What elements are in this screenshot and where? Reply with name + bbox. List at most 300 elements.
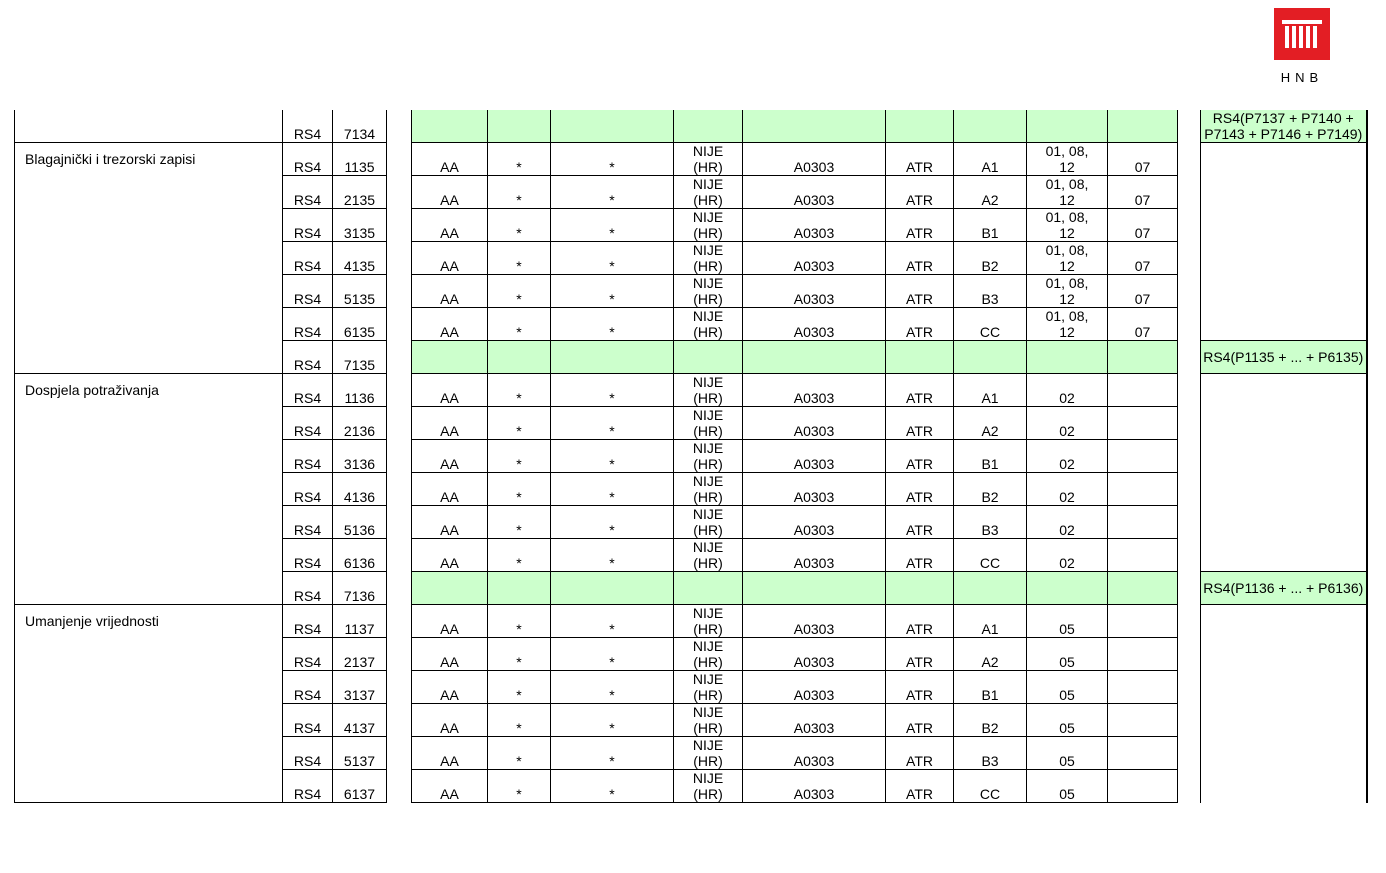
- data-cell-c9: 07: [1108, 176, 1178, 209]
- gap-cell: [1178, 374, 1201, 407]
- data-cell-c6: ATR: [886, 473, 954, 506]
- formula-empty: [1201, 473, 1367, 506]
- hnb-logo-icon: [1274, 8, 1330, 60]
- data-cell-c2: *: [488, 605, 551, 638]
- data-cell-c7: CC: [954, 308, 1027, 341]
- data-cell-c3: [551, 572, 674, 605]
- data-cell-c3: *: [551, 704, 674, 737]
- gap-cell: [387, 506, 412, 539]
- row-formula: RS4(P1135 + ... + P6135): [1201, 341, 1367, 374]
- data-cell-c4: NIJE (HR): [674, 539, 743, 572]
- data-cell-c4: NIJE (HR): [674, 143, 743, 176]
- data-cell-c7: A1: [954, 374, 1027, 407]
- row-rs: RS4: [283, 407, 333, 440]
- data-cell-c6: ATR: [886, 704, 954, 737]
- gap-cell: [387, 539, 412, 572]
- data-cell-c5: A0303: [743, 638, 886, 671]
- data-cell-c3: *: [551, 473, 674, 506]
- data-cell-c6: ATR: [886, 242, 954, 275]
- data-cell-c4: NIJE (HR): [674, 440, 743, 473]
- gap-cell: [1178, 638, 1201, 671]
- data-cell-c3: *: [551, 605, 674, 638]
- table-row: [15, 605, 1367, 638]
- data-cell-c6: ATR: [886, 440, 954, 473]
- data-cell-c1: AA: [412, 242, 488, 275]
- data-cell-c9: [1108, 374, 1178, 407]
- data-cell-c5: A0303: [743, 308, 886, 341]
- row-label: [15, 209, 283, 242]
- row-code: 1136: [333, 374, 387, 407]
- row-rs: RS4: [283, 473, 333, 506]
- row-code: 3135: [333, 209, 387, 242]
- data-cell-c3: *: [551, 737, 674, 770]
- row-code: 4135: [333, 242, 387, 275]
- data-cell-c5: A0303: [743, 440, 886, 473]
- gap-cell: [1178, 341, 1201, 374]
- data-cell-c2: *: [488, 638, 551, 671]
- data-cell-c9: [1108, 605, 1178, 638]
- gap-cell: [1178, 308, 1201, 341]
- data-cell-c3: *: [551, 143, 674, 176]
- row-rs: RS4: [283, 704, 333, 737]
- data-cell-c6: ATR: [886, 209, 954, 242]
- gap-cell: [1178, 671, 1201, 704]
- data-cell-c2: *: [488, 242, 551, 275]
- gap-cell: [1178, 572, 1201, 605]
- row-code: 6137: [333, 770, 387, 803]
- data-cell-c5: A0303: [743, 374, 886, 407]
- data-cell-c9: [1108, 671, 1178, 704]
- gap-cell: [1178, 110, 1201, 143]
- data-cell-c8: 01, 08, 12: [1027, 242, 1108, 275]
- data-cell-c4: NIJE (HR): [674, 242, 743, 275]
- data-cell-c3: *: [551, 242, 674, 275]
- data-cell-c3: *: [551, 539, 674, 572]
- gap-cell: [387, 407, 412, 440]
- formula-empty: [1201, 605, 1367, 638]
- table-row: [15, 737, 1367, 770]
- data-cell-c2: *: [488, 737, 551, 770]
- data-cell-c1: AA: [412, 440, 488, 473]
- formula-empty: [1201, 671, 1367, 704]
- gap-cell: [387, 671, 412, 704]
- data-cell-c8: 02: [1027, 473, 1108, 506]
- gap-cell: [1178, 473, 1201, 506]
- gap-cell: [1178, 539, 1201, 572]
- row-rs: RS4: [283, 242, 333, 275]
- data-cell-c1: AA: [412, 671, 488, 704]
- table-row: [15, 638, 1367, 671]
- data-cell-c9: [1108, 539, 1178, 572]
- data-cell-c8: [1027, 110, 1108, 143]
- row-code: 2135: [333, 176, 387, 209]
- data-cell-c1: AA: [412, 770, 488, 803]
- data-cell-c9: [1108, 704, 1178, 737]
- table-row: [15, 143, 1367, 176]
- gap-cell: [1178, 176, 1201, 209]
- data-cell-c2: [488, 341, 551, 374]
- gap-cell: [1178, 275, 1201, 308]
- data-cell-c6: ATR: [886, 638, 954, 671]
- row-code: 6135: [333, 308, 387, 341]
- data-cell-c6: ATR: [886, 176, 954, 209]
- row-code: 3136: [333, 440, 387, 473]
- data-cell-c4: NIJE (HR): [674, 671, 743, 704]
- row-formula: RS4(P1136 + ... + P6136): [1201, 572, 1367, 605]
- formula-empty: [1201, 704, 1367, 737]
- data-cell-c7: A1: [954, 605, 1027, 638]
- gap-cell: [1178, 704, 1201, 737]
- data-cell-c3: *: [551, 440, 674, 473]
- row-code: 4136: [333, 473, 387, 506]
- row-code: 5135: [333, 275, 387, 308]
- row-code: 4137: [333, 704, 387, 737]
- data-cell-c7: B3: [954, 506, 1027, 539]
- data-cell-c2: [488, 572, 551, 605]
- formula-empty: [1201, 176, 1367, 209]
- row-label: [15, 770, 283, 803]
- data-cell-c6: ATR: [886, 605, 954, 638]
- data-cell-c5: A0303: [743, 737, 886, 770]
- table-row: [15, 209, 1367, 242]
- row-label: [15, 110, 283, 143]
- data-cell-c6: ATR: [886, 770, 954, 803]
- gap-cell: [387, 605, 412, 638]
- row-rs: RS4: [283, 770, 333, 803]
- data-cell-c1: AA: [412, 704, 488, 737]
- data-cell-c2: *: [488, 704, 551, 737]
- data-cell-c5: A0303: [743, 407, 886, 440]
- data-cell-c5: A0303: [743, 209, 886, 242]
- data-cell-c1: AA: [412, 506, 488, 539]
- row-label: [15, 539, 283, 572]
- row-rs: RS4: [283, 737, 333, 770]
- row-label: [15, 407, 283, 440]
- data-cell-c3: *: [551, 176, 674, 209]
- data-cell-c2: *: [488, 407, 551, 440]
- data-cell-c3: *: [551, 506, 674, 539]
- data-cell-c5: A0303: [743, 176, 886, 209]
- formula-empty: [1201, 440, 1367, 473]
- data-cell-c5: A0303: [743, 143, 886, 176]
- data-cell-c6: ATR: [886, 275, 954, 308]
- gap-cell: [387, 770, 412, 803]
- data-cell-c9: 07: [1108, 209, 1178, 242]
- gap-cell: [1178, 143, 1201, 176]
- data-cell-c4: NIJE (HR): [674, 638, 743, 671]
- gap-cell: [387, 737, 412, 770]
- row-formula: RS4(P7137 + P7140 + P7143 + P7146 + P7149): [1201, 110, 1367, 143]
- data-cell-c9: [1108, 110, 1178, 143]
- data-cell-c7: [954, 341, 1027, 374]
- formula-empty: [1201, 242, 1367, 275]
- table-row: [15, 110, 1367, 143]
- data-cell-c3: *: [551, 209, 674, 242]
- row-label: [15, 737, 283, 770]
- data-cell-c5: A0303: [743, 506, 886, 539]
- hnb-logo: [1272, 8, 1332, 88]
- data-cell-c4: NIJE (HR): [674, 704, 743, 737]
- data-cell-c3: [551, 341, 674, 374]
- data-cell-c6: ATR: [886, 308, 954, 341]
- formula-empty: [1201, 374, 1367, 407]
- data-cell-c8: 01, 08, 12: [1027, 209, 1108, 242]
- gap-cell: [1178, 242, 1201, 275]
- data-cell-c5: [743, 341, 886, 374]
- data-cell-c7: A2: [954, 638, 1027, 671]
- row-label: Umanjenje vrijednosti: [15, 605, 283, 638]
- formula-empty: [1201, 275, 1367, 308]
- row-label: Blagajnički i trezorski zapisi: [15, 143, 283, 176]
- row-code: 2136: [333, 407, 387, 440]
- data-cell-c3: [551, 110, 674, 143]
- data-cell-c8: 05: [1027, 605, 1108, 638]
- data-cell-c4: NIJE (HR): [674, 605, 743, 638]
- table-row: [15, 539, 1367, 572]
- row-code: 3137: [333, 671, 387, 704]
- data-cell-c7: B2: [954, 704, 1027, 737]
- data-cell-c9: [1108, 341, 1178, 374]
- data-cell-c8: 02: [1027, 506, 1108, 539]
- row-code: 7134: [333, 110, 387, 143]
- formula-empty: [1201, 638, 1367, 671]
- data-cell-c8: 05: [1027, 671, 1108, 704]
- hnb-logo-text: HNB: [1280, 70, 1324, 85]
- row-rs: RS4: [283, 110, 333, 143]
- data-cell-c1: AA: [412, 308, 488, 341]
- data-cell-c7: B1: [954, 209, 1027, 242]
- data-cell-c3: *: [551, 671, 674, 704]
- data-cell-c7: B3: [954, 275, 1027, 308]
- gap-cell: [1178, 440, 1201, 473]
- data-cell-c8: 01, 08, 12: [1027, 143, 1108, 176]
- data-cell-c1: AA: [412, 374, 488, 407]
- data-cell-c1: AA: [412, 407, 488, 440]
- data-cell-c3: *: [551, 275, 674, 308]
- data-cell-c7: B1: [954, 440, 1027, 473]
- row-rs: RS4: [283, 506, 333, 539]
- row-rs: RS4: [283, 572, 333, 605]
- data-cell-c6: ATR: [886, 506, 954, 539]
- row-rs: RS4: [283, 275, 333, 308]
- row-code: 7136: [333, 572, 387, 605]
- row-code: 5136: [333, 506, 387, 539]
- data-cell-c7: A1: [954, 143, 1027, 176]
- data-cell-c1: AA: [412, 473, 488, 506]
- data-cell-c6: [886, 341, 954, 374]
- data-cell-c7: B3: [954, 737, 1027, 770]
- data-cell-c6: ATR: [886, 143, 954, 176]
- gap-cell: [387, 638, 412, 671]
- data-cell-c2: *: [488, 671, 551, 704]
- gap-cell: [387, 341, 412, 374]
- row-label: [15, 242, 283, 275]
- data-cell-c5: [743, 110, 886, 143]
- row-rs: RS4: [283, 605, 333, 638]
- data-cell-c8: 02: [1027, 374, 1108, 407]
- data-cell-c4: NIJE (HR): [674, 374, 743, 407]
- data-cell-c9: 07: [1108, 242, 1178, 275]
- data-cell-c2: *: [488, 539, 551, 572]
- gap-cell: [387, 473, 412, 506]
- data-cell-c6: ATR: [886, 671, 954, 704]
- data-cell-c4: NIJE (HR): [674, 737, 743, 770]
- gap-cell: [387, 275, 412, 308]
- row-rs: RS4: [283, 176, 333, 209]
- data-cell-c2: *: [488, 374, 551, 407]
- data-cell-c5: A0303: [743, 704, 886, 737]
- gap-cell: [1178, 770, 1201, 803]
- row-label: [15, 341, 283, 374]
- data-cell-c2: *: [488, 209, 551, 242]
- data-cell-c7: [954, 572, 1027, 605]
- data-cell-c2: *: [488, 506, 551, 539]
- data-cell-c9: [1108, 737, 1178, 770]
- data-cell-c7: A2: [954, 176, 1027, 209]
- data-cell-c8: 01, 08, 12: [1027, 308, 1108, 341]
- row-label: [15, 275, 283, 308]
- data-cell-c1: [412, 572, 488, 605]
- formula-empty: [1201, 209, 1367, 242]
- data-cell-c8: 01, 08, 12: [1027, 275, 1108, 308]
- data-cell-c3: *: [551, 407, 674, 440]
- data-cell-c8: 05: [1027, 704, 1108, 737]
- data-cell-c1: AA: [412, 539, 488, 572]
- data-cell-c7: CC: [954, 770, 1027, 803]
- row-rs: RS4: [283, 143, 333, 176]
- gap-cell: [387, 242, 412, 275]
- formula-empty: [1201, 539, 1367, 572]
- data-cell-c8: 05: [1027, 737, 1108, 770]
- data-cell-c5: A0303: [743, 605, 886, 638]
- gap-cell: [387, 440, 412, 473]
- data-cell-c2: *: [488, 770, 551, 803]
- data-cell-c3: *: [551, 374, 674, 407]
- data-cell-c1: AA: [412, 209, 488, 242]
- row-label: [15, 473, 283, 506]
- gap-cell: [387, 374, 412, 407]
- row-rs: RS4: [283, 638, 333, 671]
- data-cell-c1: AA: [412, 176, 488, 209]
- gap-cell: [1178, 605, 1201, 638]
- gap-cell: [387, 704, 412, 737]
- data-cell-c7: A2: [954, 407, 1027, 440]
- row-code: 2137: [333, 638, 387, 671]
- row-code: 7135: [333, 341, 387, 374]
- table-row: [15, 176, 1367, 209]
- gap-cell: [387, 572, 412, 605]
- data-cell-c6: ATR: [886, 539, 954, 572]
- gap-cell: [1178, 407, 1201, 440]
- formula-empty: [1201, 143, 1367, 176]
- gap-cell: [387, 110, 412, 143]
- data-cell-c4: NIJE (HR): [674, 407, 743, 440]
- table-row: [15, 242, 1367, 275]
- data-cell-c4: NIJE (HR): [674, 275, 743, 308]
- row-label: [15, 506, 283, 539]
- data-cell-c8: 05: [1027, 638, 1108, 671]
- data-cell-c1: AA: [412, 605, 488, 638]
- data-cell-c4: [674, 341, 743, 374]
- row-code: 1137: [333, 605, 387, 638]
- data-cell-c8: 02: [1027, 407, 1108, 440]
- gap-cell: [387, 143, 412, 176]
- row-label: [15, 308, 283, 341]
- data-cell-c8: 02: [1027, 539, 1108, 572]
- data-cell-c2: *: [488, 308, 551, 341]
- data-cell-c4: NIJE (HR): [674, 209, 743, 242]
- data-cell-c8: [1027, 341, 1108, 374]
- row-label: [15, 572, 283, 605]
- row-rs: RS4: [283, 374, 333, 407]
- row-rs: RS4: [283, 539, 333, 572]
- data-cell-c9: [1108, 572, 1178, 605]
- row-rs: RS4: [283, 308, 333, 341]
- formula-empty: [1201, 737, 1367, 770]
- row-label: [15, 440, 283, 473]
- gap-cell: [1178, 209, 1201, 242]
- data-cell-c5: A0303: [743, 275, 886, 308]
- data-cell-c9: 07: [1108, 308, 1178, 341]
- data-cell-c6: ATR: [886, 374, 954, 407]
- data-cell-c9: [1108, 770, 1178, 803]
- table-row: [15, 374, 1367, 407]
- table-row: [15, 473, 1367, 506]
- table-row: [15, 506, 1367, 539]
- data-cell-c3: *: [551, 770, 674, 803]
- data-cell-c1: AA: [412, 143, 488, 176]
- data-cell-c9: 07: [1108, 143, 1178, 176]
- formula-empty: [1201, 506, 1367, 539]
- table-row: [15, 341, 1367, 374]
- formula-empty: [1201, 770, 1367, 803]
- data-cell-c5: A0303: [743, 473, 886, 506]
- data-cell-c7: CC: [954, 539, 1027, 572]
- data-cell-c2: [488, 110, 551, 143]
- table-row: [15, 407, 1367, 440]
- data-cell-c2: *: [488, 473, 551, 506]
- data-cell-c4: NIJE (HR): [674, 770, 743, 803]
- row-code: 5137: [333, 737, 387, 770]
- data-cell-c5: [743, 572, 886, 605]
- data-cell-c4: [674, 572, 743, 605]
- data-cell-c4: NIJE (HR): [674, 308, 743, 341]
- data-cell-c8: 05: [1027, 770, 1108, 803]
- gap-cell: [387, 308, 412, 341]
- data-cell-c9: [1108, 407, 1178, 440]
- row-code: 1135: [333, 143, 387, 176]
- data-cell-c1: [412, 110, 488, 143]
- data-cell-c8: 01, 08, 12: [1027, 176, 1108, 209]
- formula-empty: [1201, 407, 1367, 440]
- data-cell-c4: NIJE (HR): [674, 176, 743, 209]
- data-cell-c9: [1108, 638, 1178, 671]
- table-row: [15, 671, 1367, 704]
- row-rs: RS4: [283, 671, 333, 704]
- data-cell-c9: [1108, 506, 1178, 539]
- data-cell-c4: [674, 110, 743, 143]
- data-cell-c1: [412, 341, 488, 374]
- row-label: [15, 638, 283, 671]
- table-body: [15, 110, 1367, 803]
- row-label: Dospjela potraživanja: [15, 374, 283, 407]
- data-cell-c6: ATR: [886, 737, 954, 770]
- row-rs: RS4: [283, 341, 333, 374]
- data-cell-c2: *: [488, 176, 551, 209]
- row-rs: RS4: [283, 440, 333, 473]
- data-cell-c8: 02: [1027, 440, 1108, 473]
- data-cell-c1: AA: [412, 737, 488, 770]
